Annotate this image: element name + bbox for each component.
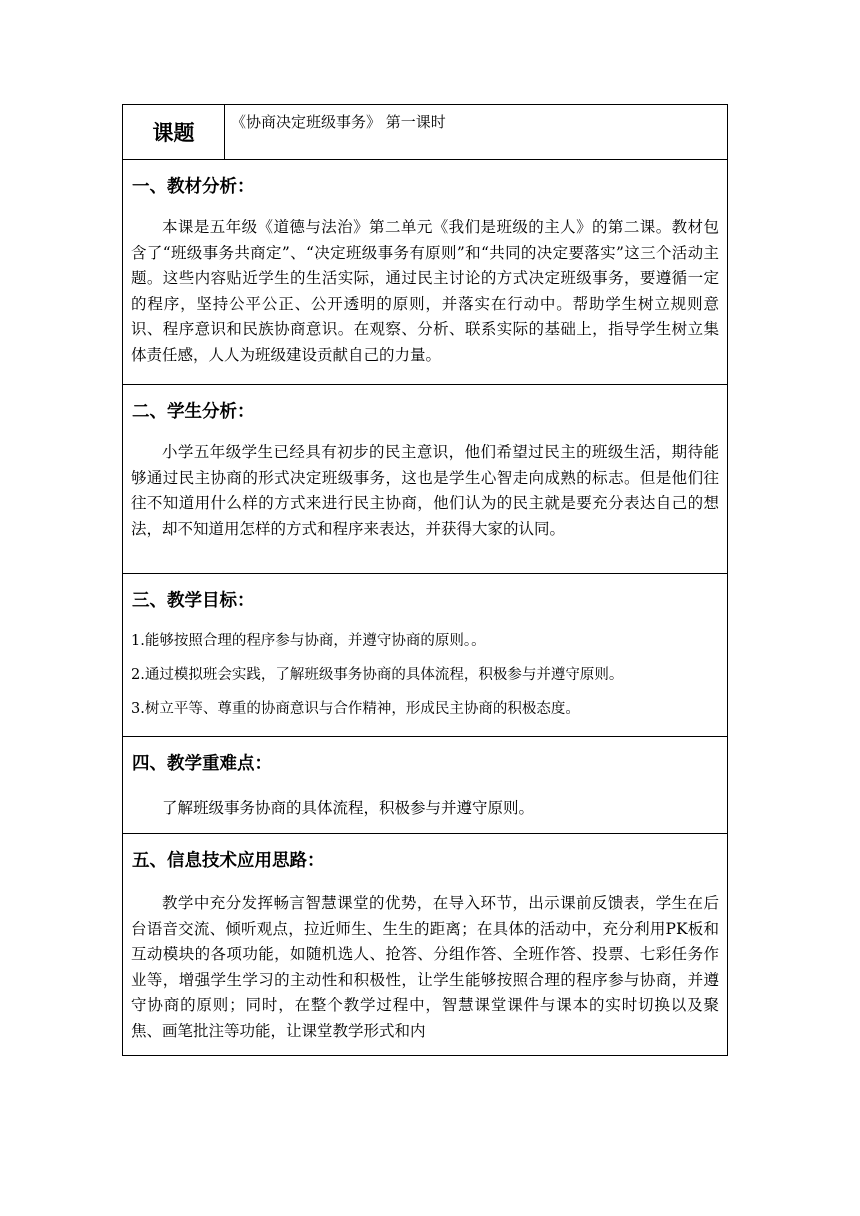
section-heading-students: 二、学生分析：: [132, 402, 255, 422]
section-body-keypoints: 了解班级事务协商的具体流程，积极参与并遵守原则。: [162, 799, 535, 817]
lesson-title: 《协商决定班级事务》 第一课时: [225, 105, 728, 160]
section-tech: [123, 834, 728, 1056]
section-heading-goals: 三、教学目标：: [132, 591, 255, 611]
section-textbook: [123, 160, 728, 385]
section-body-textbook: 本课是五年级《道德与法治》第二单元《我们是班级的主人》的第二课。教材包含了“班级事务共商定”、“决定班级事务有原则”和“共同的决定要落实”这三个活动主题。这些内容贴近学生的生活实际，通过民主讨论的方式决定班级事务，要遵循一定的程序，坚持公平公正、公开透明的原则，并落实在行动中。帮助学生树立规则意识、程序意识和民族协商意识。在观察、分析、联系实际的基础上，指导学生树立集体责任感，人人为班级建设贡献自己的力量。: [131, 218, 719, 364]
section-heading-textbook: 一、教材分析：: [132, 177, 255, 197]
goal-item-1: 1.能够按照合理的程序参与协商，并遵守协商的原则。。: [131, 633, 486, 649]
title-label: 课题: [123, 105, 225, 160]
section-body-students: 小学五年级学生已经具有初步的民主意识，他们希望过民主的班级生活，期待能够通过民主协商的形式决定班级事务，这也是学生心智走向成熟的标志。但是他们往往不知道用什么样的方式来进行民主协商，他们认为的民主就是要充分表达自己的想法，却不知道用怎样的方式和程序来表达，并获得大家的认同。: [131, 443, 719, 538]
section-heading-tech: 五、信息技术应用思路：: [132, 851, 325, 871]
section-heading-keypoints: 四、教学重难点：: [132, 754, 272, 774]
goal-item-3: 3.树立平等、尊重的协商意识与合作精神，形成民主协商的积极态度。: [131, 701, 580, 717]
lesson-plan-table: [122, 104, 728, 1056]
goal-item-2: 2.通过模拟班会实践，了解班级事务协商的具体流程，积极参与并遵守原则。: [131, 667, 624, 683]
section-keypoints: [123, 737, 728, 834]
section-goals: [123, 574, 728, 737]
lesson-plan-page: [122, 104, 727, 1056]
title-row: [123, 105, 728, 160]
section-students: [123, 385, 728, 574]
section-body-tech: 教学中充分发挥畅言智慧课堂的优势，在导入环节，出示课前反馈表，学生在后台语音交流、倾听观点，拉近师生、生生的距离；在具体的活动中，充分利用PK板和互动模块的各项功能，如随机选人、抢答、分组作答、全班作答、投票、七彩任务作业等，增强学生学习的主动性和积极性，让学生能够按照合理的程序参与协商，并遵守协商的原则；同时，在整个教学过程中，智慧课堂课件与课本的实时切换以及聚焦、画笔批注等功能，让课堂教学形式和内: [131, 894, 719, 1040]
